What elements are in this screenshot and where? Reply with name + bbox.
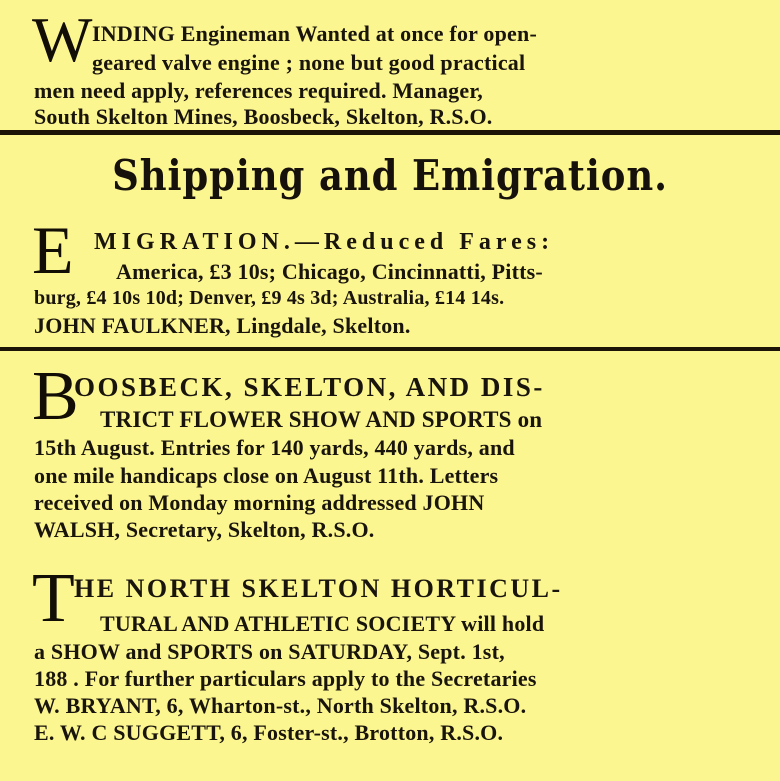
ad-line: one mile handicaps close on August 11th. Letters [34, 463, 499, 488]
dropcap-w: W [32, 4, 93, 75]
winding-engineman-ad [32, 4, 744, 129]
ad-line: received on Monday morning addressed JOHN [34, 490, 485, 515]
section-heading: Shipping and Emigration. [112, 151, 668, 200]
ad-line: America, £3 10s; Chicago, Cincinnatti, Pitts- [116, 259, 543, 284]
ad-line: MIGRATION.—Reduced Fares: [94, 229, 555, 255]
ad-line: E. W. C SUGGETT, 6, Foster-st., Brotton, R.S.O. [34, 720, 504, 745]
emigration-ad [32, 212, 744, 338]
divider-rule [0, 130, 780, 135]
ad-line: WALSH, Secretary, Skelton, R.S.O. [34, 517, 375, 542]
ad-line: TRICT FLOWER SHOW AND SPORTS on [100, 407, 543, 432]
ad-line: a SHOW and SPORTS on SATURDAY, Sept. 1st, [34, 639, 505, 664]
ad-line: HE NORTH SKELTON HORTICUL- [74, 574, 563, 603]
dropcap-t: T [32, 560, 75, 637]
divider-rule [0, 347, 780, 351]
dropcap-b: B [32, 358, 79, 435]
boosbeck-flower-show-ad [32, 358, 744, 546]
ad-line: burg, £4 10s 10d; Denver, £9 4s 3d; Australia, £14 14s. [34, 287, 505, 309]
ad-line: 188 . For further particulars apply to the Secretaries [34, 666, 537, 691]
ad-line: INDING Engineman Wanted at once for open- [92, 21, 537, 46]
ad-line: men need apply, references required. Manager, [34, 78, 483, 103]
ad-line: OOSBECK, SKELTON, AND DIS- [74, 372, 545, 402]
ad-line: South Skelton Mines, Boosbeck, Skelton, R.S.O. [34, 104, 493, 129]
ad-line: TURAL AND ATHLETIC SOCIETY will hold [100, 611, 545, 636]
ad-line: W. BRYANT, 6, Wharton-st., North Skelton, R.S.O. [34, 693, 527, 718]
north-skelton-horticultural-ad [32, 560, 744, 758]
ad-line: 15th August. Entries for 140 yards, 440 yards, and [34, 435, 515, 460]
ad-line: JOHN FAULKNER, Lingdale, Skelton. [34, 313, 411, 338]
ad-line: geared valve engine ; none but good practical [92, 50, 526, 75]
dropcap-e: E [32, 212, 74, 288]
